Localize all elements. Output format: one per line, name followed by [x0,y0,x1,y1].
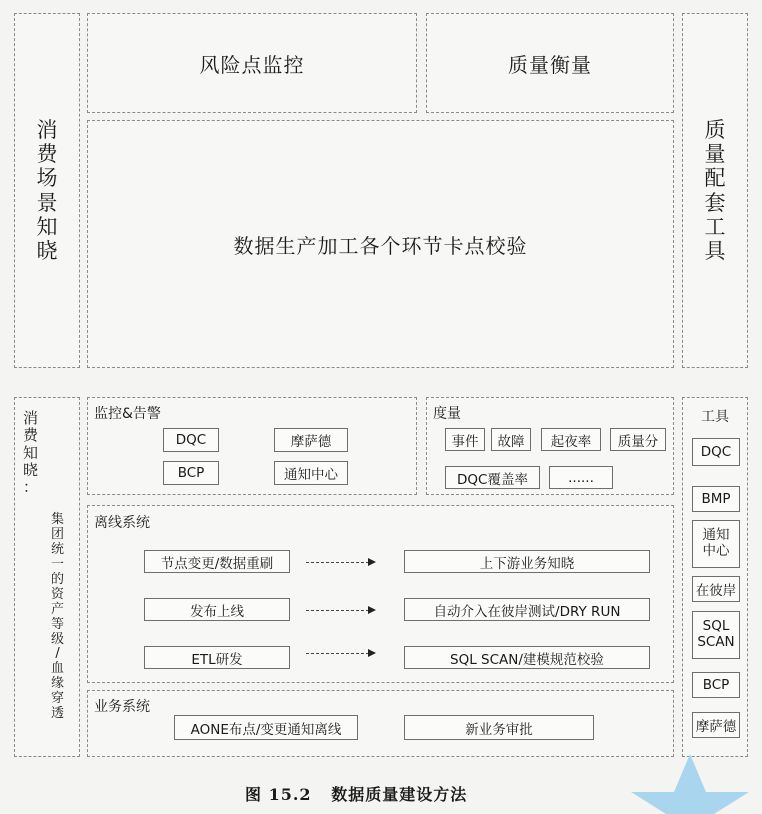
vertical-char: 缘 [51,676,65,692]
tool-label: BMP [701,491,731,507]
vertical-char: 具 [704,238,726,263]
business-system-title: 业务系统 [94,699,150,715]
metric-event [445,428,485,451]
business-aone [174,715,358,740]
metric-quality-score [610,428,666,451]
business-item-label: AONE布点/变更通知离线 [190,721,342,738]
metric-label: ...... [568,469,594,486]
main-check-box [87,120,674,368]
vertical-char: 场 [36,166,58,191]
vertical-char: 量 [704,142,726,167]
vertical-char: 团 [51,526,65,542]
main-check-label: 数据生产加工各个环节卡点校验 [233,233,528,258]
offline-to-dry-run [404,598,650,621]
vertical-char: 穿 [51,691,65,707]
monitor-item-label: 摩萨德 [290,434,332,450]
offline-to-sql-scan [404,646,650,669]
consumption-aware-label [23,410,38,496]
vertical-char: 套 [704,190,726,215]
monitor-item-label: BCP [177,465,205,481]
tool-label: 摩萨德 [695,719,737,735]
vertical-char: 工 [704,214,726,239]
vertical-char: 配 [704,166,726,191]
vertical-char: 费 [23,426,39,445]
risk-monitor-box [87,13,417,113]
metric-label: 起夜率 [550,433,592,450]
offline-to-label: 上下游业务知晓 [479,555,575,572]
vertical-char: 资 [51,586,65,602]
metrics-panel [426,397,674,495]
vertical-char: 级 [51,631,65,647]
vertical-char: 产 [51,601,65,617]
offline-from-label: 节点变更/数据重刷 [160,555,274,572]
vertical-char: 知 [23,443,39,462]
tool-label: BCP [702,677,730,693]
tool-mossad [692,712,740,738]
vertical-char: 晓 [36,238,58,263]
tool-bmp [692,486,740,512]
monitor-item-mossad [274,428,348,452]
tool-zaibian [692,576,740,602]
star-icon [625,754,755,814]
offline-from-label: 发布上线 [190,603,244,620]
tool-label: SQL SCAN [697,618,735,650]
quality-measure-box [426,13,674,113]
tool-label: 通知中心 [702,527,730,559]
offline-to-downstream [404,550,650,573]
metric-label: 质量分 [617,433,659,450]
arrow-right-icon [306,610,374,611]
metric-label: DQC覆盖率 [457,471,528,488]
monitor-item-label: 通知中心 [284,467,338,483]
vertical-char: / [55,646,60,662]
offline-from-label: ETL研发 [191,651,243,668]
vertical-char: 等 [51,616,65,632]
top-left-column [14,13,80,368]
tool-label: DQC [700,444,732,460]
arrow-right-icon [306,653,374,654]
tool-notify [692,520,740,568]
risk-monitor-label: 风险点监控 [199,52,305,77]
quality-measure-label: 质量衡量 [508,52,592,77]
metrics-title: 度量 [433,406,461,422]
offline-system-title: 离线系统 [94,515,150,531]
monitor-item-label: DQC [175,432,207,448]
vertical-char: 集 [51,512,65,527]
figure-caption: 图 15.2 数据质量建设方法 [245,785,468,804]
arrow-right-icon [306,562,374,563]
monitor-alert-title: 监控&告警 [94,406,161,422]
offline-to-label: SQL SCAN/建模规范校验 [450,651,604,668]
business-approval [404,715,594,740]
lineage-label [51,513,64,722]
vertical-char: 一 [51,556,65,572]
metric-label: 事件 [451,433,479,450]
monitor-alert-panel [87,397,417,495]
monitor-item-bcp [163,461,219,485]
consumption-scene-label [37,118,58,263]
vertical-char: ： [23,478,39,496]
vertical-char: 质 [704,118,726,143]
vertical-char: 统 [51,541,65,557]
monitor-item-notify [274,461,348,485]
metric-fault [491,428,531,451]
top-right-column [682,13,748,368]
vertical-char: 透 [51,706,65,722]
tools-panel [682,397,748,757]
tools-title: 工具 [701,409,729,425]
vertical-char: 知 [36,214,58,239]
tool-label: 在彼岸 [695,583,737,599]
monitor-item-dqc [163,428,219,452]
offline-from-node-change [144,550,290,573]
metric-night-rate [541,428,601,451]
vertical-char: 费 [36,142,58,167]
business-item-label: 新业务审批 [465,721,533,738]
business-system-panel [87,690,674,757]
offline-to-label: 自动介入在彼岸测试/DRY RUN [433,603,621,620]
bottom-left-column [14,397,80,757]
vertical-char: 景 [36,190,58,215]
offline-from-release [144,598,290,621]
metric-more [549,466,613,489]
tool-sql-scan [692,611,740,659]
vertical-char: 的 [51,571,65,587]
quality-tools-label [705,118,726,263]
vertical-char: 血 [51,661,65,677]
tool-dqc [692,438,740,466]
offline-from-etl [144,646,290,669]
metric-label: 故障 [497,433,525,450]
vertical-char: 晓 [23,460,39,479]
metric-dqc-coverage [445,466,540,489]
vertical-char: 消 [23,409,39,427]
vertical-char: 消 [36,118,58,143]
offline-system-panel [87,505,674,683]
tool-bcp [692,672,740,698]
